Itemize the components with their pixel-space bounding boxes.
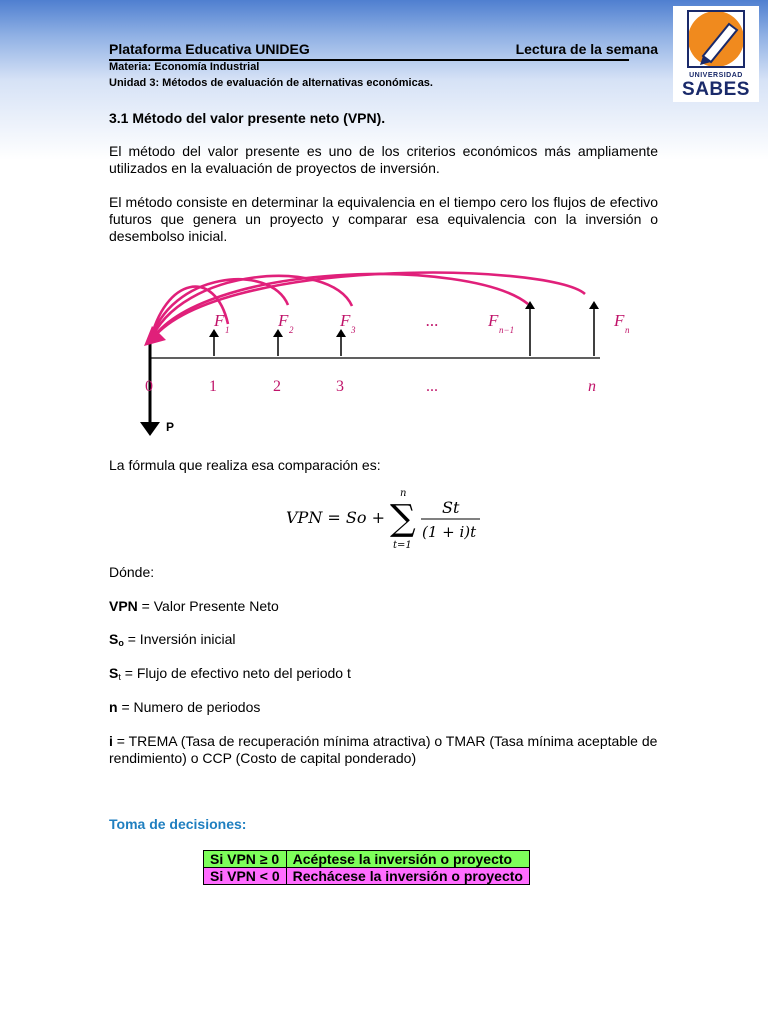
decision-condition: Si VPN < 0 xyxy=(204,868,287,885)
unit-line: Unidad 3: Métodos de evaluación de alternativas económicas. xyxy=(109,77,433,89)
tick-ellipsis: ... xyxy=(426,378,438,395)
def-so-term: S xyxy=(109,631,119,647)
def-so-text: = Inversión inicial xyxy=(123,631,236,647)
def-n xyxy=(109,699,658,716)
platform-title: Plataforma Educativa UNIDEG xyxy=(109,41,310,57)
reading-title: Lectura de la semana xyxy=(515,41,658,57)
logo-name-text: SABES xyxy=(682,79,750,100)
sum-lower: t=1 xyxy=(393,540,412,551)
def-st-term: S xyxy=(109,665,119,681)
decisions-title: Toma de decisiones: xyxy=(109,816,247,832)
flow-sub-3: 3 xyxy=(351,325,356,335)
sigma-icon: ∑ xyxy=(390,498,416,539)
def-so xyxy=(109,631,658,652)
tick-0: 0 xyxy=(145,378,153,395)
section-title: 3.1 Método del valor presente neto (VPN). xyxy=(109,110,386,126)
pencil-logo-icon xyxy=(673,6,759,72)
flow-label-2: F xyxy=(278,311,289,330)
flow-sub-n: n xyxy=(625,325,630,335)
flow-sub-n1: n−1 xyxy=(499,325,515,335)
flow-label-3: F xyxy=(340,311,351,330)
flow-sub-1: 1 xyxy=(225,325,230,335)
cash-flow-diagram xyxy=(130,262,640,442)
decision-row-accept xyxy=(204,851,530,868)
decision-row-reject xyxy=(204,868,530,885)
def-st-text: = Flujo de efectivo neto del periodo t xyxy=(120,665,351,681)
decision-action: Acéptese la inversión o proyecto xyxy=(286,851,529,868)
vpn-formula xyxy=(280,482,500,552)
university-logo xyxy=(673,6,759,102)
tick-n: n xyxy=(588,378,596,395)
formula-intro: La fórmula que realiza esa comparación es: xyxy=(109,457,381,473)
paragraph-method: El método consiste en determinar la equivalencia en el tiempo cero los flujos de efectivo futuros que genera un proyecto y comparar esa equivalencia con la inversión o desembolso inicial. xyxy=(109,194,658,244)
flow-label-n: F xyxy=(614,311,625,330)
flow-arrows xyxy=(214,305,594,356)
def-st-sub: t xyxy=(118,672,121,682)
investment-label: P xyxy=(166,420,175,434)
def-so-sub: o xyxy=(118,638,124,648)
def-n-text: = Numero de periodos xyxy=(117,699,261,715)
def-st xyxy=(109,665,658,686)
tick-1: 1 xyxy=(209,378,217,395)
paragraph-intro: El método del valor presente es uno de los criterios económicos más ampliamente utilizados en la evaluación de proyectos de inversión. xyxy=(109,143,658,176)
def-vpn-term: VPN xyxy=(109,598,138,614)
decision-table xyxy=(203,850,530,885)
formula-lhs: VPN = So + xyxy=(286,508,385,527)
investment-arrowhead-icon xyxy=(140,422,160,436)
decision-condition: Si VPN ≥ 0 xyxy=(204,851,287,868)
flow-sub-2: 2 xyxy=(289,325,294,335)
tick-2: 2 xyxy=(273,378,281,395)
flow-ellipsis: ... xyxy=(426,311,439,330)
decision-action: Rechácese la inversión o proyecto xyxy=(286,868,529,885)
flow-arrowheads xyxy=(209,301,599,337)
sum-upper: n xyxy=(400,488,407,499)
def-i-term: i xyxy=(109,733,113,749)
def-vpn-text: = Valor Presente Neto xyxy=(137,598,279,614)
def-n-term: n xyxy=(109,699,118,715)
tick-3: 3 xyxy=(336,378,344,395)
def-vpn xyxy=(109,598,658,615)
def-i xyxy=(109,733,658,767)
logo-university-text: UNIVERSIDAD xyxy=(689,72,743,79)
formula-numerator: St xyxy=(442,498,460,517)
definitions-heading: Dónde: xyxy=(109,564,155,580)
formula-denominator: (1 + i)t xyxy=(422,523,477,541)
def-i-text: = TREMA (Tasa de recuperación mínima atractiva) o TMAR (Tasa mínima aceptable de rendimiento) o CCP (Costo de capital ponderado) xyxy=(109,733,658,766)
subject-line: Materia: Economía Industrial xyxy=(109,61,260,73)
flow-label-n1: F xyxy=(488,311,499,330)
flow-label-1: F xyxy=(214,311,225,330)
